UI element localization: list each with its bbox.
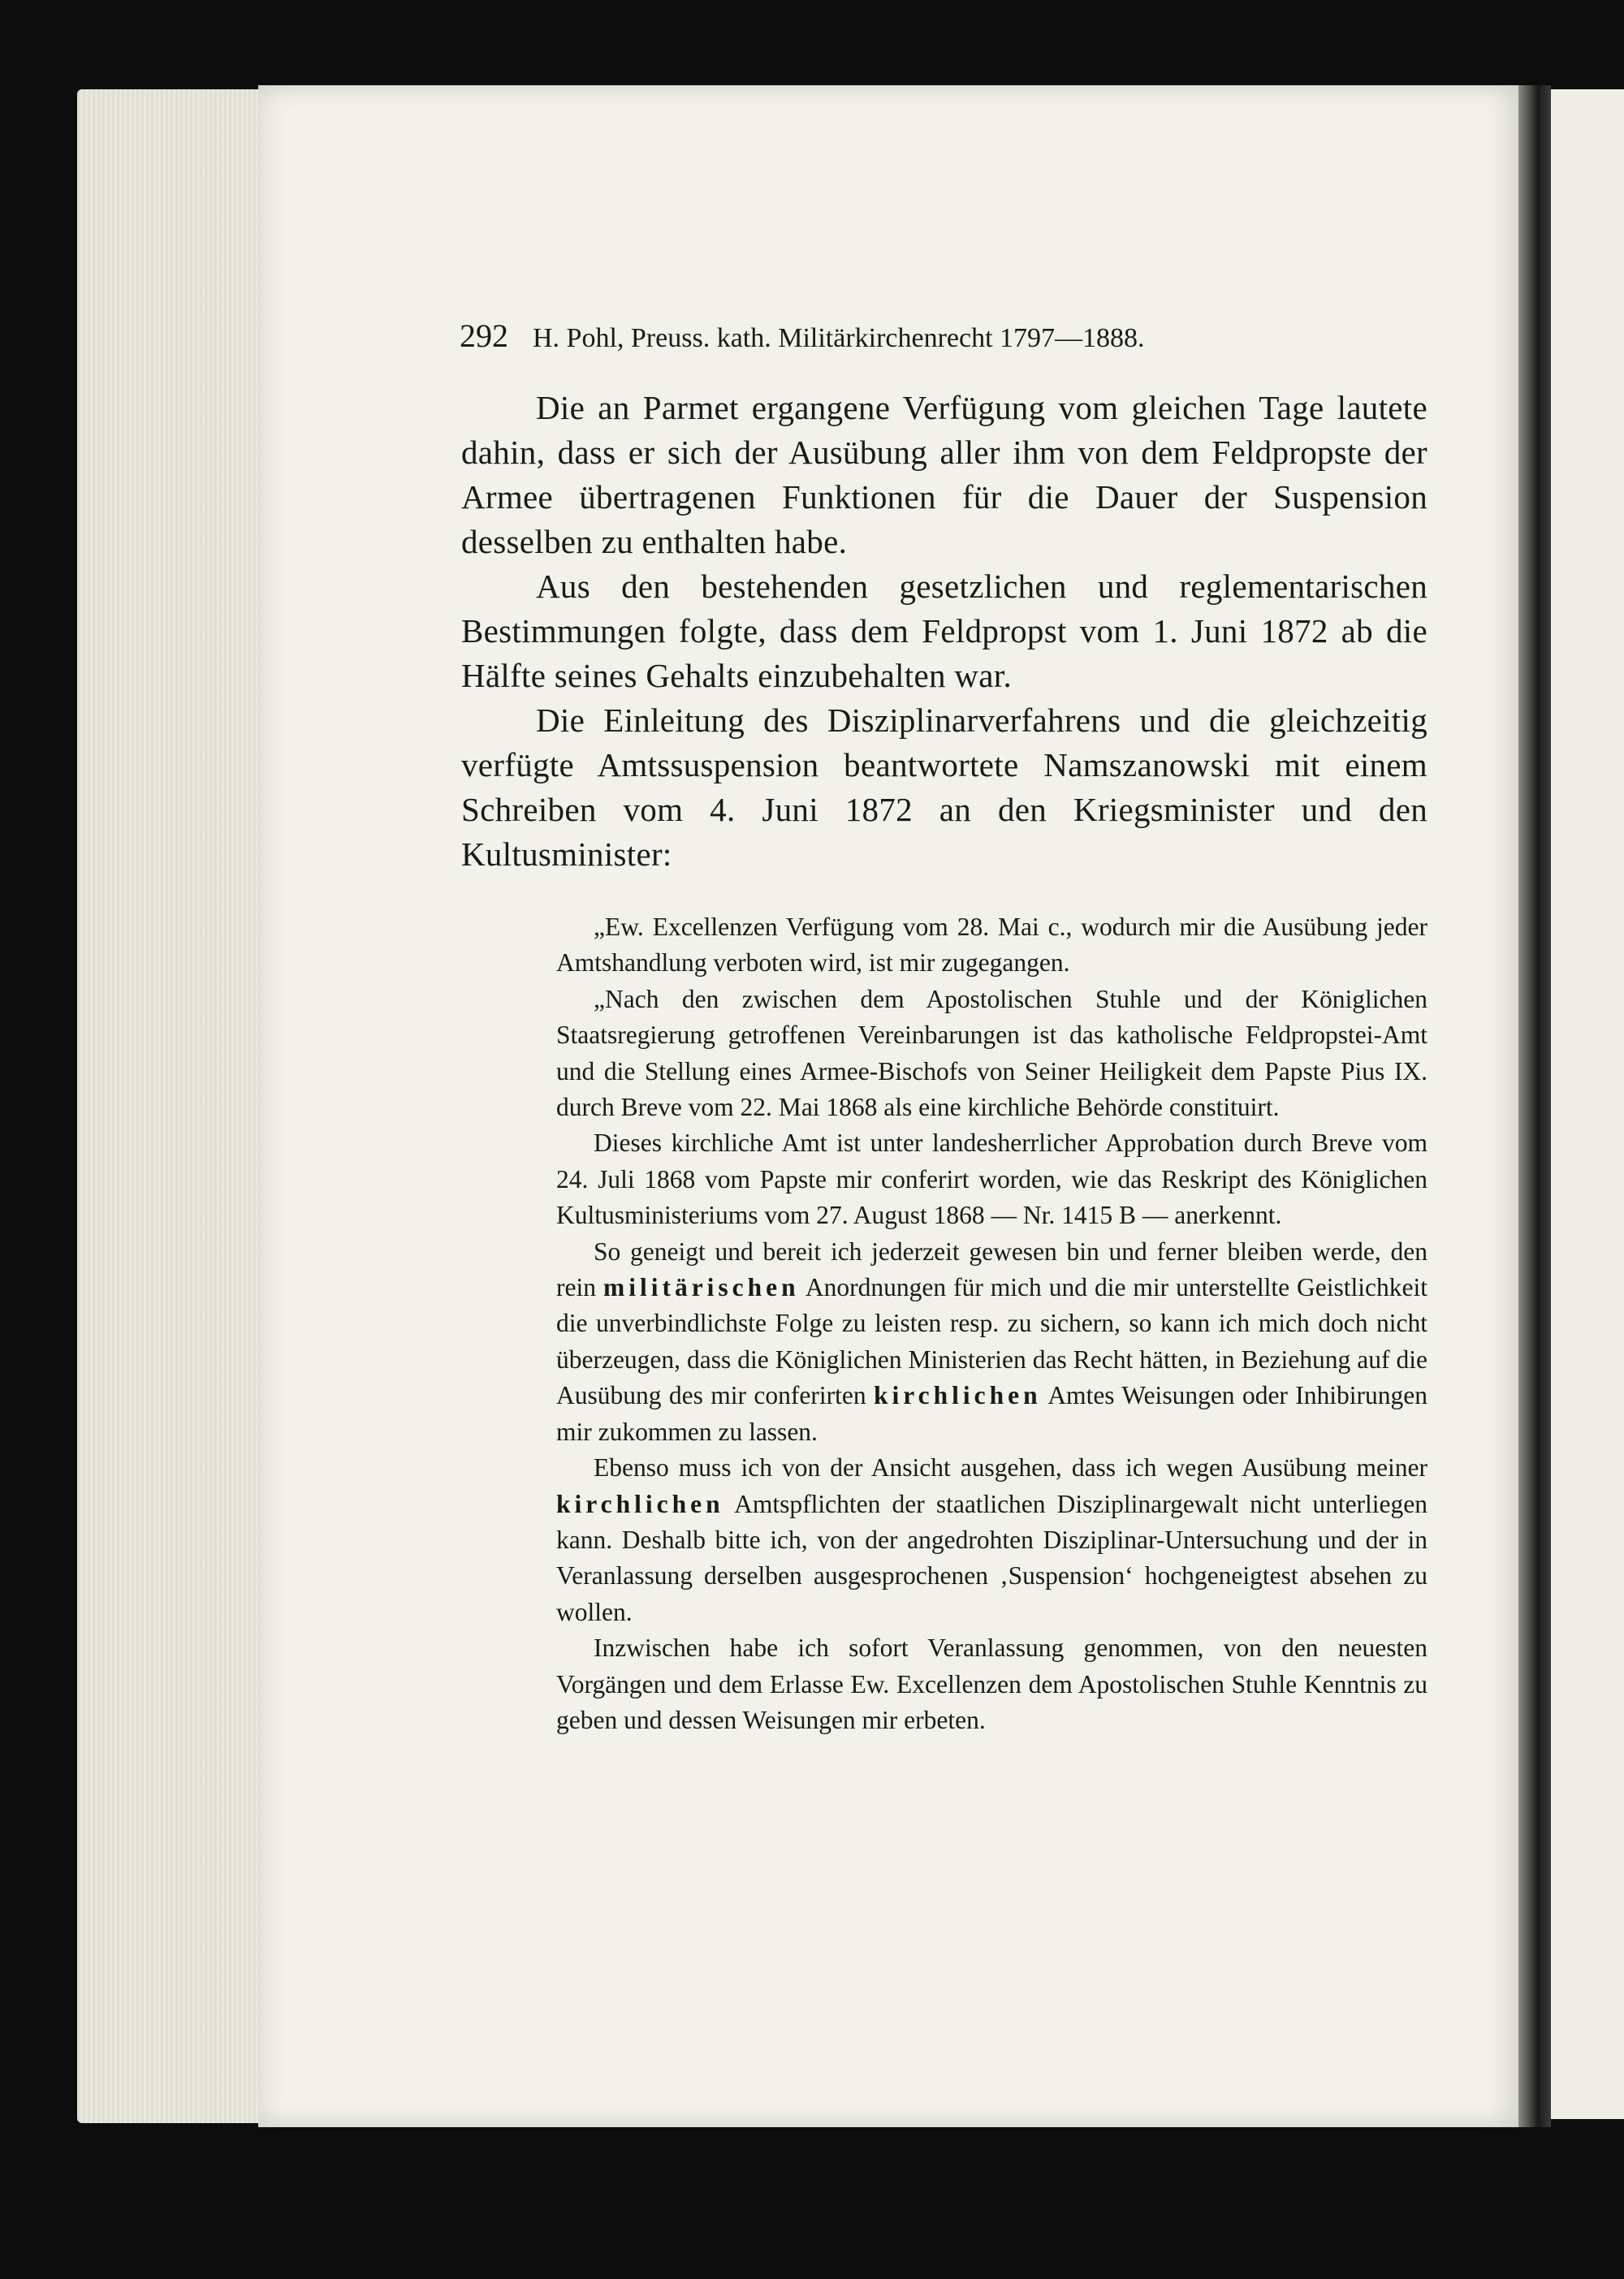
quote-text: Ebenso muss ich von der Ansicht ausgehen, dass ich wegen Ausübung meiner [594,1453,1427,1483]
quote-text: Anordnungen für mich und die mir unterstellte Geistlichkeit die unverbindlichste Folge zu leisten resp. zu sichern, so kann ich mich doch nicht überzeugen, dass die Königlichen Ministerien das Recht hätten, in Beziehung auf die Ausübung des mir conferirten [556,1273,1427,1410]
book-page-edges [77,89,272,2123]
quote-text: Amtspflichten der staatlichen Disziplinargewalt nicht unterliegen kann. Deshalb bitte ich, von der angedrohten Disziplinar-Untersuchung und der in Veranlassung derselben ausgesprochenen ‚Suspension‘ hochgeneigtest absehen zu wollen. [556,1489,1428,1626]
quote-paragraph: Dieses kirchliche Amt ist unter landesherrlicher Approbation durch Breve vom 24. Juli 1868 vom Papste mir conferirt worden, wie das Reskript des Königlichen Kultusministeriums vom 27. August 1868 — Nr. 1415 B — anerkennt. [556,1129,1427,1230]
quote-paragraph: „Ew. Excellenzen Verfügung vom 28. Mai c., wodurch mir die Ausübung jeder Amtshandlung verboten wird, ist mir zugegangen. [556,913,1427,978]
quote-text: Amtes Weisungen oder Inhibirungen mir zukommen zu lassen. [556,1381,1428,1446]
quote-paragraph: „Nach den zwischen dem Apostolischen Stuhle und der Königlichen Staatsregierung getroffenen Vereinbarungen ist das katholische Feldpropstei-Amt und die Stellung eines Armee-Bischofs von Seiner Heiligkeit dem Papste Pius IX. durch Breve vom 22. Mai 1868 als eine kirchliche Behörde constituirt. [556,984,1427,1122]
body-paragraph: Aus den bestehenden gesetzlichen und reglementarischen Bestimmungen folgte, dass dem Feldpropst vom 1. Juni 1872 ab die Hälfte seines Gehalts einzubehalten war. [461,568,1427,694]
emphasized-word: kirchlichen [556,1489,724,1518]
running-header [460,317,1427,355]
page-content [461,317,1427,1738]
emphasized-word: militärischen [603,1273,800,1302]
gutter-shadow [1518,85,1551,2127]
facing-page-edge [1547,89,1624,2119]
quote-text: So geneigt und bereit ich jederzeit gewesen bin und ferner bleiben werde, den rein [556,1237,1427,1302]
body-paragraph: Die Einleitung des Disziplinarverfahrens und die gleichzeitig verfügte Amtssuspension beantwortete Namszanowski mit einem Schreiben vom 4. Juni 1872 an den Kriegsminister und den Kultusminister: [461,701,1427,873]
quote-paragraph: Inzwischen habe ich sofort Veranlassung genommen, von den neuesten Vorgängen und dem Erlasse Ew. Excellenzen dem Apostolischen Stuhle Kenntnis zu geben und dessen Weisungen mir erbeten. [556,1634,1427,1734]
quoted-letter [556,909,1427,1738]
emphasized-word: kirchlichen [873,1381,1042,1410]
body-text [461,386,1427,877]
body-paragraph: Die an Parmet ergangene Verfügung vom gleichen Tage lautete dahin, dass er sich der Ausübung aller ihm von dem Feldpropste der Armee übertragenen Funktionen für die Dauer der Suspension desselben zu enthalten habe. [461,389,1427,560]
page-number: 292 [460,317,508,354]
running-title: H. Pohl, Preuss. kath. Militärkirchenrecht 1797—1888. [533,323,1145,353]
quote-paragraph [556,1234,1427,1450]
quote-paragraph [556,1450,1427,1630]
